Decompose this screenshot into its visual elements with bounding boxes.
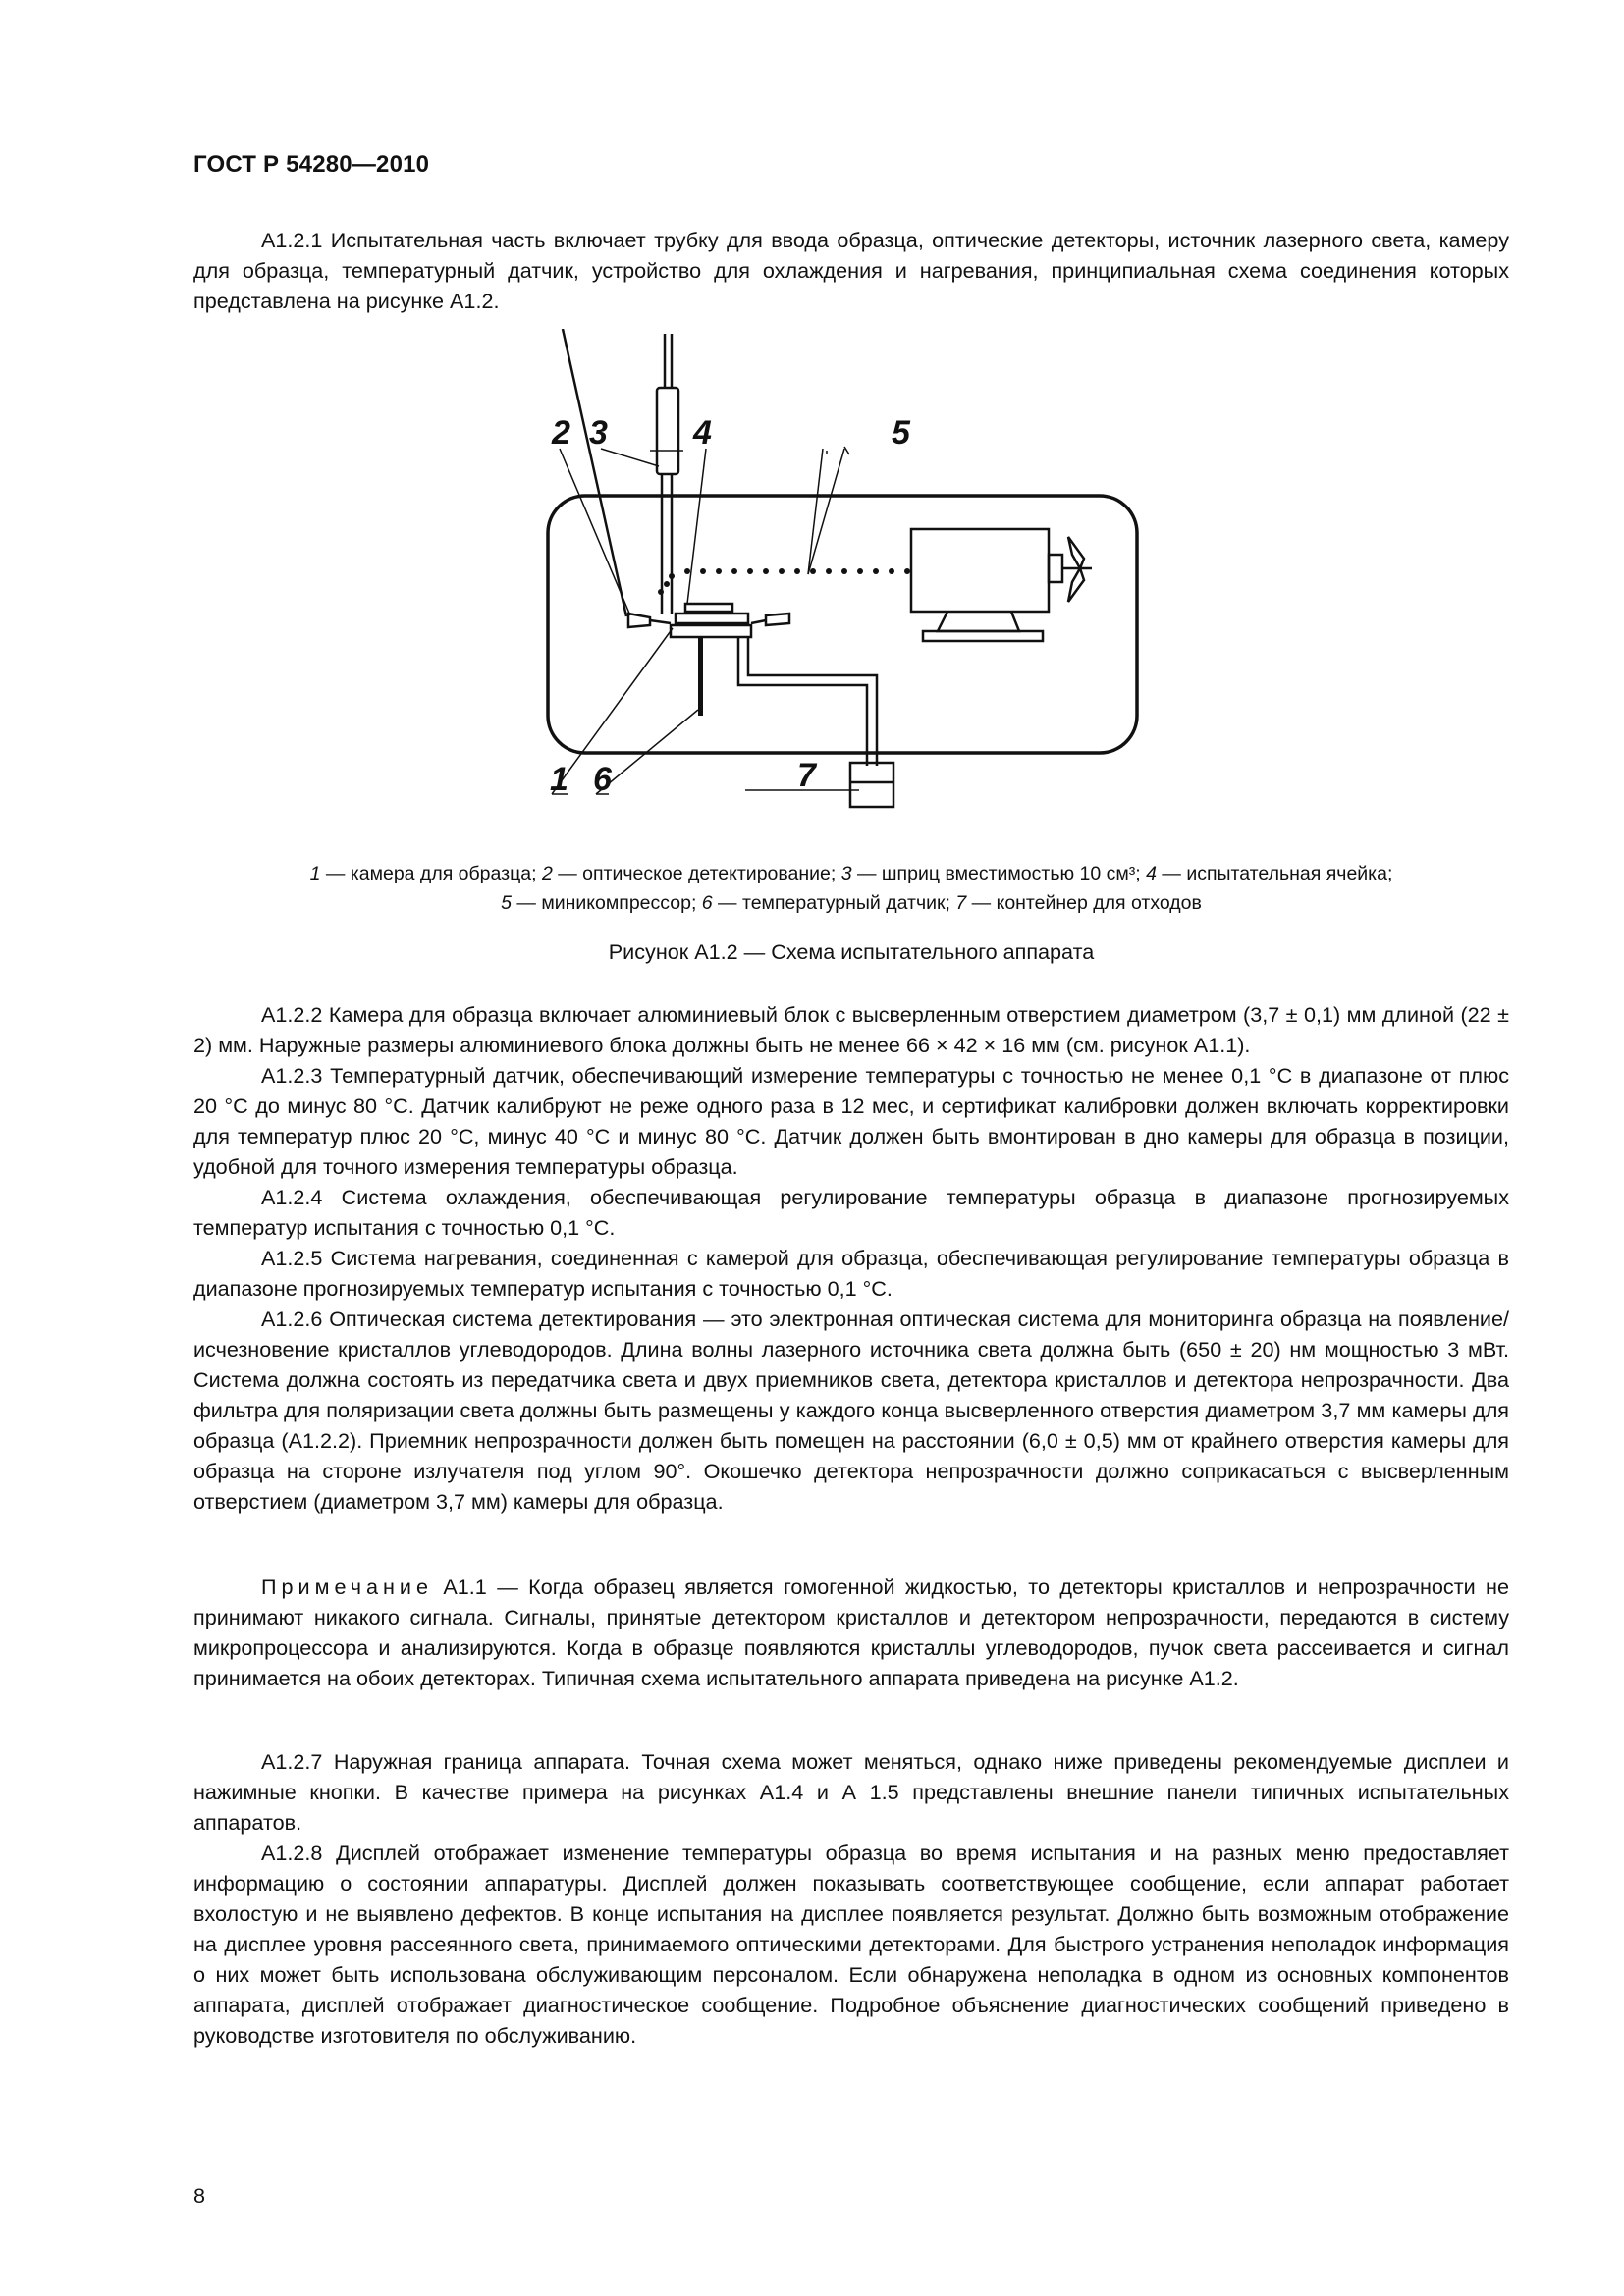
- legend-text: — испытательная ячейка;: [1157, 863, 1393, 884]
- legend-num: 5: [501, 892, 512, 914]
- temperature-sensor: [698, 637, 703, 716]
- optical-detector-left: [628, 614, 650, 627]
- paragraph-a1-2-7: А1.2.7 Наружная граница аппарата. Точная схема может меняться, однако ниже приведены рекомендуемые дисплеи и нажимные кнопки. В качестве примера на рисунках А1.4 и А 1.5 представлены внешние панели типичных испытательных аппаратов.: [193, 1749, 1509, 1835]
- paragraph-a1-2-6: А1.2.6 Оптическая система детектирования — это электронная оптическая система для мониторинга образца на появление/исчезновение кристаллов углеводородов. Длина волны лазерного источника света должна быть (650 ± 20) нм мощностью 3 мВт. Система должна состоять из передатчика света и двух приемников света, детектора кристаллов и детектора непрозрачности. Два фильтра для поляризации света должны быть размещены у каждого конца высверленного отверстия диаметром 3,7 мм камеры для образца (А1.2.2). Приемник непрозрачности должен быть помещен на расстоянии (6,0 ± 0,5) мм от крайнего отверстия камеры для образца на стороне излучателя под углом 90°. Окошечко детектора непрозрачности должно соприкасаться с высверленным отверстием (диаметром 3,7 мм) камеры для образца.: [193, 1307, 1509, 1514]
- figure-legend: [193, 859, 1509, 918]
- legend-text: — контейнер для отходов: [966, 892, 1202, 914]
- figure-label-4: 4: [693, 414, 712, 452]
- paragraph-a1-2-3: А1.2.3 Температурный датчик, обеспечивающий измерение температуры с точностью не менее 0,1 °С в диапазоне от плюс 20 °С до минус 80 °С. Датчик калибруют не реже одного раза в 12 мес, и сертификат калибровки должен включать корректировки для температур плюс 20 °С, минус 40 °С и минус 80 °С. Датчик должен быть вмонтирован в дно камеры для образца в позиции, удобной для точного измерения температуры образца.: [193, 1063, 1509, 1179]
- legend-num: 3: [840, 863, 852, 884]
- note-label: Примечание: [261, 1575, 433, 1599]
- mini-compressor: [911, 529, 1049, 612]
- figure-label-3: 3: [589, 414, 608, 452]
- legend-text: — камера для образца;: [320, 863, 542, 884]
- intro-section: [193, 225, 1509, 316]
- legend-text: — шприц вместимостью 10 см³;: [851, 863, 1147, 884]
- dotted-connection: [658, 568, 910, 595]
- note-section: [193, 1572, 1509, 1693]
- fan-blade-bottom: [1068, 568, 1084, 602]
- figure-label-5: 5: [892, 414, 910, 452]
- legend-line-1: [193, 859, 1509, 888]
- body-section-1: [193, 999, 1509, 1517]
- figure-caption: Рисунок А1.2 — Схема испытательного аппарата: [608, 939, 1095, 964]
- paragraph-a1-2-2: А1.2.2 Камера для образца включает алюминиевый блок с высверленным отверстием диаметром (3,7 ± 0,1) мм длиной (22 ± 2) мм. Наружные размеры алюминиевого блока должны быть не менее 66 × 42 × 16 мм (см. рисунок А1.1).: [193, 1002, 1509, 1057]
- legend-text: — температурный датчик;: [712, 892, 956, 914]
- test-cell: [676, 614, 748, 623]
- page-header: ГОСТ Р 54280—2010: [193, 151, 430, 178]
- legend-text: — миникомпрессор;: [511, 892, 702, 914]
- paragraph-a1-2-5: А1.2.5 Система нагревания, соединенная с камерой для образца, обеспечивающая регулирование температуры образца в диапазоне прогнозируемых температур испытания с точностью 0,1 °С.: [193, 1246, 1509, 1301]
- syringe-body: [657, 388, 678, 474]
- figure-label-7: 7: [797, 757, 816, 794]
- legend-text: — оптическое детектирование;: [552, 863, 841, 884]
- note-text: А1.1 — Когда образец является гомогенной жидкостью, то детекторы кристаллов и непрозрачности не принимают никакого сигнала. Сигналы, принятые детектором кристаллов и детектором непрозрачности, передаются в систему микропроцессора и анализируются. Когда в образце появляются кристаллы углеводородов, пучок света рассеивается и сигнал принимается на обоих детекторах. Типичная схема испытательного аппарата приведена на рисунке А1.2.: [193, 1575, 1509, 1690]
- body-section-2: [193, 1746, 1509, 2051]
- waste-container: [850, 763, 893, 807]
- paragraph-a1-2-8: А1.2.8 Дисплей отображает изменение температуры образца во время испытания и на разных меню предоставляет информацию о состоянии аппаратуры. Дисплей должен показывать соответствующее сообщение, если аппарат работает вхолостую и не выявлено дефектов. В конце испытания на дисплее появляется результат. Должно быть возможным отображение на дисплее уровня рассеянного света, принимаемого оптическими детекторами. Для быстрого устранения неполадок информация о них может быть использована обслуживающим персоналом. Если обнаружена неполадка в одном из основных компонентов аппарата, дисплей отображает диагностическое сообщение. Подробное объяснение диагностических сообщений приведено в руководстве изготовителя по обслуживанию.: [193, 1841, 1509, 2048]
- paragraph-a1-2-1: А1.2.1 Испытательная часть включает трубку для ввода образца, оптические детекторы, источник лазерного света, камеру для образца, температурный датчик, устройство для охлаждения и нагревания, принципиальная схема соединения которых представлена на рисунке А1.2.: [193, 228, 1509, 313]
- legend-num: 2: [541, 863, 553, 884]
- legend-line-2: [193, 888, 1509, 918]
- note-paragraph: [193, 1572, 1509, 1693]
- paragraph-a1-2-4: А1.2.4 Система охлаждения, обеспечивающая регулирование температуры образца в диапазоне прогнозируемых температур испытания с точностью 0,1 °С.: [193, 1185, 1509, 1240]
- optical-detector-right: [766, 614, 789, 625]
- legend-num: 1: [309, 863, 321, 884]
- figure-label-6: 6: [593, 761, 612, 798]
- legend-num: 4: [1146, 863, 1157, 884]
- figure-label-1: 1: [550, 761, 568, 798]
- figure-label-2: 2: [552, 414, 570, 452]
- drain-tube: [738, 637, 867, 766]
- apparatus-schematic: [530, 329, 1139, 839]
- legend-num: 6: [701, 892, 713, 914]
- page-number: 8: [193, 2183, 206, 2208]
- apparatus-diagram: [530, 329, 1139, 839]
- test-cell-top: [685, 604, 732, 612]
- sample-chamber: [671, 625, 751, 637]
- fan-blade-top: [1068, 537, 1084, 568]
- legend-num: 7: [955, 892, 967, 914]
